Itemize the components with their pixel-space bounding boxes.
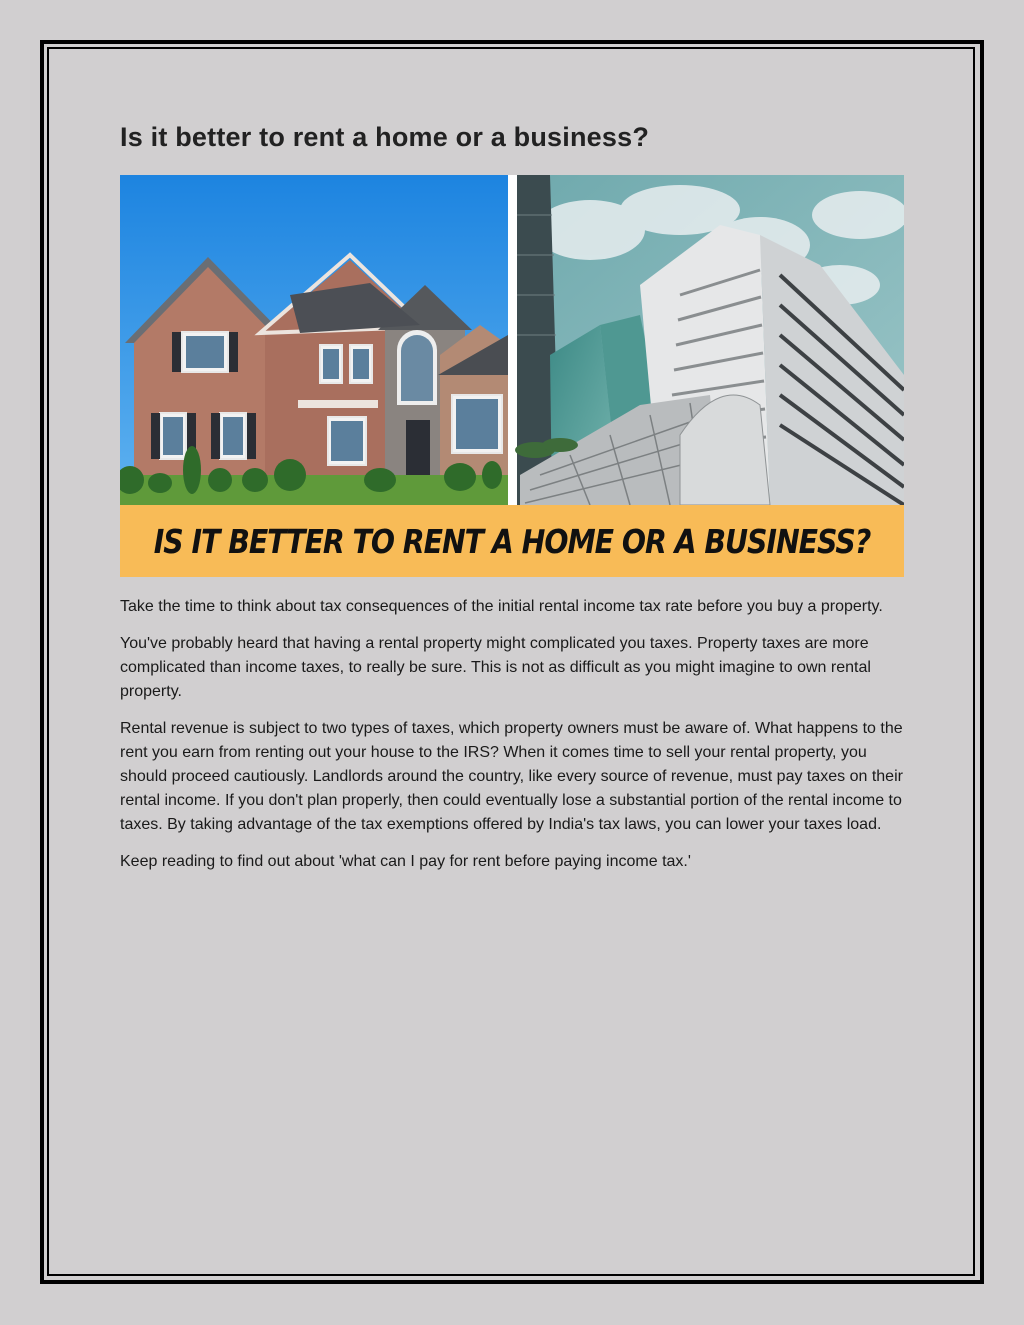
hero-image — [120, 175, 904, 577]
document-content — [120, 122, 905, 887]
page-title: Is it better to rent a home or a business? — [120, 122, 650, 152]
paragraph: You've probably heard that having a rental property might complicated you taxes. Property taxes are more complicated than income taxes, to really be sure. This is not as difficult as you might imagine to own rental property. — [120, 635, 871, 700]
brick-house-photo — [120, 175, 508, 505]
paragraph: Take the time to think about tax consequences of the initial rental income tax rate before you buy a property. — [120, 598, 883, 615]
article-body — [120, 595, 905, 874]
paragraph: Keep reading to find out about 'what can I pay for rent before paying income tax.' — [120, 853, 691, 870]
banner-text: IS IT BETTER TO RENT A HOME OR A BUSINESS? — [153, 521, 871, 561]
high-rise-apartment-photo — [515, 175, 904, 505]
paragraph: Rental revenue is subject to two types of taxes, which property owners must be aware of. What happens to the rent you earn from renting out your house to the IRS? When it comes time to sell your rental property, you should proceed cautiously. Landlords around the country, like every source of revenue, must pay taxes on their rental income. If you don't plan properly, then could eventually lose a substantial portion of the rental income to taxes. By taking advantage of the tax exemptions offered by India's tax laws, you can lower your taxes load. — [120, 720, 903, 833]
